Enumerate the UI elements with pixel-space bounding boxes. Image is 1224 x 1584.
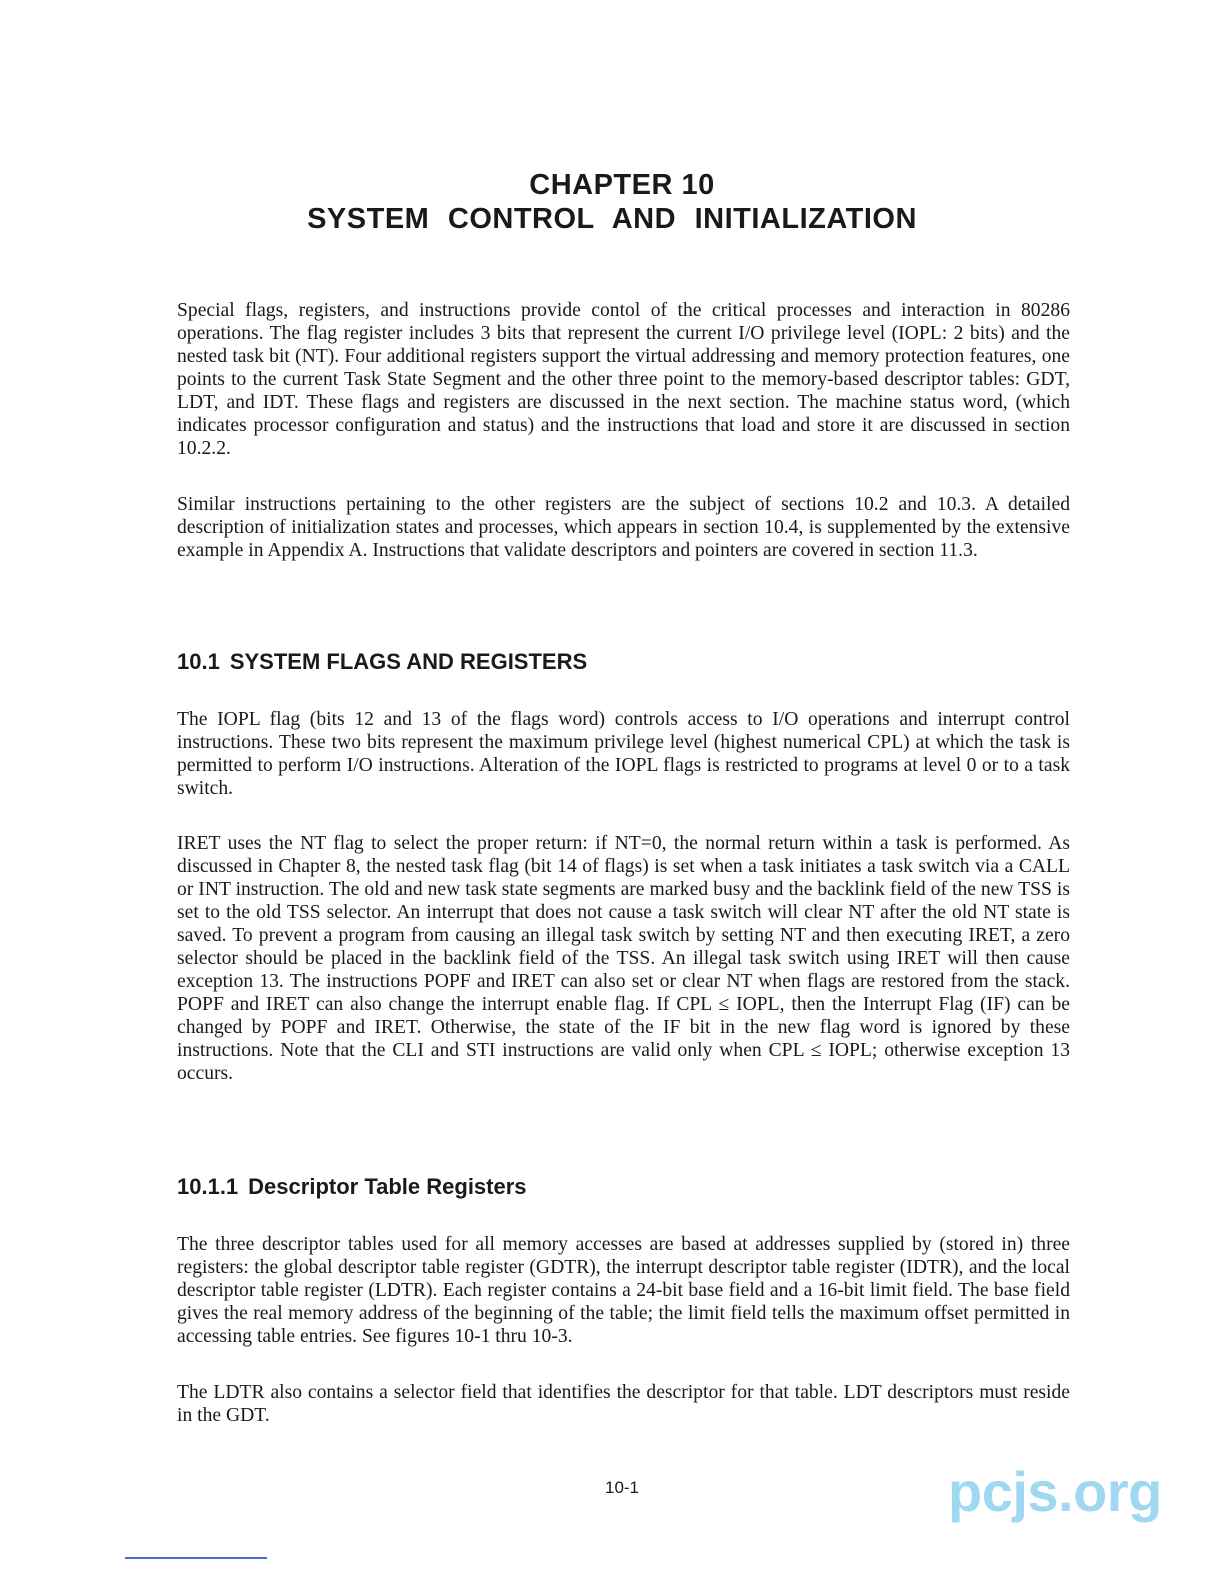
section-10-1-paragraph-2: IRET uses the NT flag to select the proper return: if NT=0, the normal return within a task is performed. As discussed in Chapter 8, the nested task flag (bit 14 of flags) is set when a task initiates a task switch via a CALL or INT instruction. The old and new task state segments are marked busy and the backlink field of the new TSS is set to the old TSS selector. An interrupt that does not cause a task switch will clear NT after the old NT state is saved. To prevent a program from causing an illegal task switch by setting NT and then executing IRET, a zero selector should be placed in the backlink field of the TSS. An illegal task switch using IRET will then cause exception 13. The instructions POPF and IRET can also set or clear NT when flags are restored from the stack. POPF and IRET can also change the interrupt enable flag. If CPL ≤ IOPL, then the Interrupt Flag (IF) can be changed by POPF and IRET. Otherwise, the state of the IF bit in the new flag word is ignored by these instructions. Note that the CLI and STI instructions are valid only when CPL ≤ IOPL; otherwise exception 13 occurs. — [177, 833, 1070, 1084]
section-heading-10-1-1 — [177, 1174, 527, 1200]
intro-paragraph-1: Special flags, registers, and instructions provide contol of the critical processes and interaction in 80286 operations. The flag register includes 3 bits that represent the current I/O privilege level (IOPL: 2 bits) and the nested task bit (NT). Four additional registers support the virtual addressing and memory protection features, one points to the current Task State Segment and the other three point to the memory-based descriptor tables: GDT, LDT, and IDT. These flags and registers are discussed in the next section. The machine status word, (which indicates processor configuration and status) and the instructions that load and store it are discussed in section 10.2.2. — [177, 300, 1070, 459]
section-title: SYSTEM FLAGS AND REGISTERS — [229, 649, 588, 674]
page-number: 10-1 — [604, 1478, 640, 1497]
section-10-1-1-paragraph-1: The three descriptor tables used for all memory accesses are based at addresses supplied by (stored in) three registers: the global descriptor table register (GDTR), the interrupt descriptor table register (IDTR), and the local descriptor table register (LDTR). Each register contains a 24-bit base field and a 16-bit limit field. The base field gives the real memory address of the beginning of the table; the limit field tells the maximum offset permitted in accessing table entries. See figures 10-1 thru 10-3. — [177, 1234, 1070, 1347]
section-10-1-1-paragraph-2: The LDTR also contains a selector field that identifies the descriptor for that table. LDT descriptors must reside in the GDT. — [177, 1382, 1070, 1426]
pcjs-watermark: pcjs.org — [948, 1460, 1162, 1523]
chapter-heading — [0, 168, 1224, 236]
section-title: Descriptor Table Registers — [248, 1174, 527, 1199]
intro-paragraph-2: Similar instructions pertaining to the other registers are the subject of sections 10.2 and 10.3. A detailed description of initialization states and processes, which appears in section 10.4, is supplemented by the extensive example in Appendix A. Instructions that validate descriptors and pointers are covered in section 11.3. — [177, 494, 1070, 561]
section-10-1-paragraph-1: The IOPL flag (bits 12 and 13 of the flags word) controls access to I/O operations and interrupt control instructions. These two bits represent the maximum privilege level (highest numerical CPL) at which the task is permitted to perform I/O instructions. Alteration of the IOPL flags is restricted to programs at level 0 or to a task switch. — [177, 709, 1070, 799]
chapter-title: SYSTEM CONTROL AND INITIALIZATION — [307, 203, 917, 235]
section-heading-10-1 — [177, 649, 587, 675]
section-number: 10.1.1 — [177, 1174, 239, 1199]
section-number: 10.1 — [177, 649, 220, 674]
chapter-number: CHAPTER 10 — [529, 169, 715, 201]
footer-rule — [125, 1557, 267, 1559]
